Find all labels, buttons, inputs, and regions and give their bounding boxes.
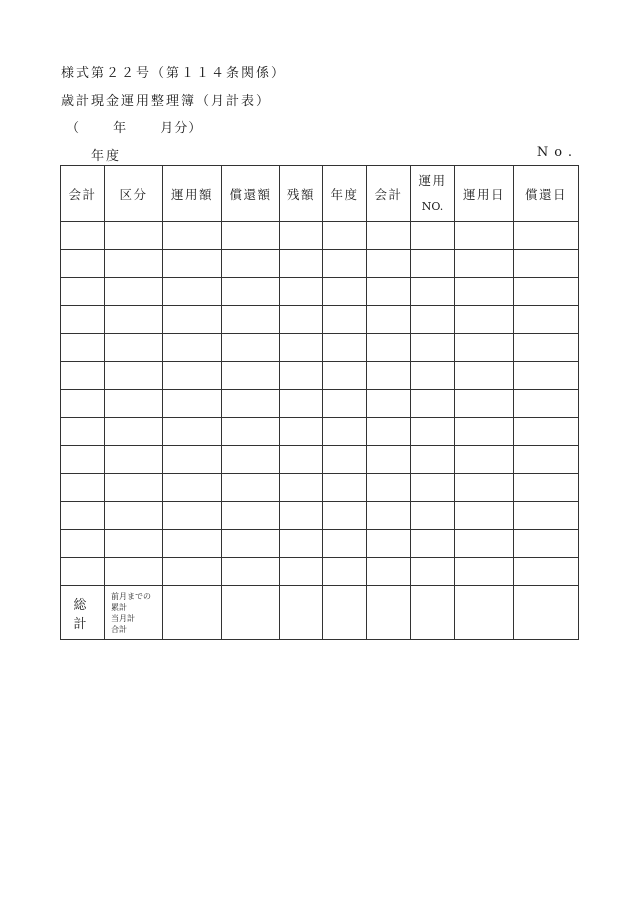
table-cell[interactable] — [163, 502, 222, 530]
table-cell[interactable] — [61, 390, 105, 418]
table-cell[interactable] — [367, 278, 411, 306]
table-cell[interactable] — [222, 418, 280, 446]
table-cell[interactable] — [411, 278, 455, 306]
table-cell[interactable] — [163, 474, 222, 502]
table-cell[interactable] — [455, 222, 514, 250]
table-cell[interactable] — [280, 250, 323, 278]
table-cell[interactable] — [105, 306, 163, 334]
table-cell[interactable] — [455, 250, 514, 278]
doc-number-label: No. — [536, 145, 578, 160]
table-cell[interactable] — [280, 558, 323, 586]
table-cell[interactable] — [323, 530, 367, 558]
col-account-2: 会計 — [367, 166, 411, 222]
table-row — [61, 278, 579, 306]
table-cell[interactable] — [222, 362, 280, 390]
table-cell[interactable] — [280, 446, 323, 474]
table-cell[interactable] — [105, 418, 163, 446]
table-cell[interactable] — [514, 278, 579, 306]
table-cell[interactable] — [163, 250, 222, 278]
table-cell[interactable] — [514, 250, 579, 278]
table-cell[interactable] — [61, 418, 105, 446]
table-cell[interactable] — [222, 474, 280, 502]
table-cell[interactable] — [222, 222, 280, 250]
table-cell[interactable] — [222, 306, 280, 334]
col-balance: 残額 — [280, 166, 323, 222]
table-cell[interactable] — [222, 334, 280, 362]
table-cell[interactable] — [411, 502, 455, 530]
table-cell[interactable] — [455, 446, 514, 474]
table-row — [61, 362, 579, 390]
table-cell[interactable] — [61, 278, 105, 306]
table-cell[interactable] — [105, 334, 163, 362]
table-cell[interactable] — [280, 474, 323, 502]
table-cell[interactable] — [222, 502, 280, 530]
period-line: （ 年 月分） — [66, 121, 203, 136]
table-cell[interactable] — [455, 306, 514, 334]
table-cell[interactable] — [514, 446, 579, 474]
table-cell[interactable] — [367, 390, 411, 418]
table-cell[interactable] — [61, 362, 105, 390]
table-cell[interactable] — [411, 418, 455, 446]
table-cell[interactable] — [222, 558, 280, 586]
table-cell[interactable] — [222, 530, 280, 558]
table-row — [61, 390, 579, 418]
table-cell[interactable] — [323, 474, 367, 502]
table-cell[interactable] — [61, 502, 105, 530]
total-cell[interactable] — [280, 586, 323, 640]
table-cell[interactable] — [514, 362, 579, 390]
total-cell[interactable] — [323, 586, 367, 640]
table-cell[interactable] — [280, 278, 323, 306]
table-cell[interactable] — [367, 362, 411, 390]
table-cell[interactable] — [367, 446, 411, 474]
table-cell[interactable] — [411, 306, 455, 334]
table-cell[interactable] — [323, 418, 367, 446]
col-category: 区分 — [105, 166, 163, 222]
total-cell[interactable] — [514, 586, 579, 640]
table-cell[interactable] — [455, 362, 514, 390]
table-cell[interactable] — [514, 334, 579, 362]
table-cell[interactable] — [367, 474, 411, 502]
table-cell[interactable] — [411, 334, 455, 362]
table-cell[interactable] — [105, 502, 163, 530]
table-cell[interactable] — [280, 334, 323, 362]
table-row — [61, 306, 579, 334]
table-cell[interactable] — [280, 530, 323, 558]
table-cell[interactable] — [323, 362, 367, 390]
table-cell[interactable] — [514, 558, 579, 586]
table-cell[interactable] — [455, 278, 514, 306]
table-cell[interactable] — [163, 362, 222, 390]
total-sum: 合計 — [111, 624, 127, 634]
table-row — [61, 222, 579, 250]
table-cell[interactable] — [323, 502, 367, 530]
table-cell[interactable] — [514, 502, 579, 530]
table-cell[interactable] — [367, 306, 411, 334]
table-cell[interactable] — [411, 250, 455, 278]
table-cell[interactable] — [455, 390, 514, 418]
table-cell[interactable] — [323, 306, 367, 334]
table-cell[interactable] — [367, 222, 411, 250]
table-cell[interactable] — [323, 278, 367, 306]
table-cell[interactable] — [163, 418, 222, 446]
table-cell[interactable] — [163, 222, 222, 250]
table-row — [61, 530, 579, 558]
table-row — [61, 334, 579, 362]
table-cell[interactable] — [222, 250, 280, 278]
table-cell[interactable] — [323, 390, 367, 418]
table-cell[interactable] — [222, 446, 280, 474]
table-cell[interactable] — [323, 250, 367, 278]
table-cell[interactable] — [105, 250, 163, 278]
fiscal-year-label: 年度 — [91, 149, 122, 164]
total-prev-month-line2: 累計 — [111, 602, 127, 612]
table-cell[interactable] — [280, 306, 323, 334]
table-cell[interactable] — [514, 390, 579, 418]
table-cell[interactable] — [367, 250, 411, 278]
col-account: 会計 — [61, 166, 105, 222]
table-cell[interactable] — [280, 390, 323, 418]
table-cell[interactable] — [105, 530, 163, 558]
form-number: 様式第２２号（第１１４条関係） — [61, 66, 287, 81]
table-cell[interactable] — [514, 530, 579, 558]
table-cell[interactable] — [105, 474, 163, 502]
total-cell[interactable] — [222, 586, 280, 640]
table-cell[interactable] — [222, 390, 280, 418]
col-redemption-amount: 償還額 — [222, 166, 280, 222]
table-row — [61, 474, 579, 502]
table-cell[interactable] — [61, 530, 105, 558]
table-cell[interactable] — [323, 446, 367, 474]
ledger-table — [60, 165, 579, 640]
table-cell[interactable] — [61, 306, 105, 334]
table-cell[interactable] — [455, 530, 514, 558]
table-cell[interactable] — [61, 446, 105, 474]
total-label: 総 計 — [61, 586, 105, 640]
table-cell[interactable] — [323, 222, 367, 250]
table-cell[interactable] — [455, 418, 514, 446]
table-cell[interactable] — [105, 446, 163, 474]
table-cell[interactable] — [61, 558, 105, 586]
table-cell[interactable] — [367, 334, 411, 362]
table-cell[interactable] — [411, 474, 455, 502]
table-cell[interactable] — [323, 334, 367, 362]
total-cell[interactable] — [367, 586, 411, 640]
table-cell[interactable] — [411, 390, 455, 418]
col-fiscal-year: 年度 — [323, 166, 367, 222]
table-cell[interactable] — [367, 418, 411, 446]
table-cell[interactable] — [61, 334, 105, 362]
table-cell[interactable] — [455, 334, 514, 362]
table-cell[interactable] — [367, 530, 411, 558]
total-breakdown — [105, 586, 163, 640]
col-operation-no-bottom: NO. — [421, 199, 444, 213]
table-row — [61, 418, 579, 446]
table-row — [61, 250, 579, 278]
table-cell[interactable] — [367, 558, 411, 586]
table-cell[interactable] — [323, 558, 367, 586]
table-cell[interactable] — [280, 222, 323, 250]
table-row — [61, 502, 579, 530]
table-cell[interactable] — [280, 502, 323, 530]
table-cell[interactable] — [455, 502, 514, 530]
table-cell[interactable] — [455, 474, 514, 502]
table-cell[interactable] — [411, 446, 455, 474]
col-operation-date: 運用日 — [455, 166, 514, 222]
table-cell[interactable] — [163, 390, 222, 418]
ledger-title: 歳計現金運用整理簿（月計表） — [61, 94, 272, 109]
table-cell[interactable] — [455, 558, 514, 586]
table-cell[interactable] — [163, 334, 222, 362]
total-cell[interactable] — [411, 586, 455, 640]
table-cell[interactable] — [280, 418, 323, 446]
table-cell[interactable] — [514, 474, 579, 502]
total-cell[interactable] — [455, 586, 514, 640]
table-cell[interactable] — [514, 222, 579, 250]
table-cell[interactable] — [163, 306, 222, 334]
table-cell[interactable] — [105, 390, 163, 418]
table-cell[interactable] — [514, 418, 579, 446]
total-row — [61, 586, 579, 640]
table-cell[interactable] — [163, 530, 222, 558]
table-row — [61, 446, 579, 474]
table-cell[interactable] — [411, 530, 455, 558]
table-cell[interactable] — [514, 306, 579, 334]
table-cell[interactable] — [280, 362, 323, 390]
col-operation-no-top: 運用 — [418, 172, 447, 188]
table-cell[interactable] — [61, 474, 105, 502]
table-cell[interactable] — [163, 558, 222, 586]
table-cell[interactable] — [163, 278, 222, 306]
table-cell[interactable] — [61, 222, 105, 250]
table-cell[interactable] — [105, 362, 163, 390]
header-row — [61, 166, 579, 222]
total-prev-month-line1: 前月までの — [111, 591, 151, 601]
table-row — [61, 558, 579, 586]
total-current-month: 当月計 — [111, 613, 135, 623]
table-cell[interactable] — [367, 502, 411, 530]
table-cell[interactable] — [411, 362, 455, 390]
table-cell[interactable] — [222, 278, 280, 306]
table-cell[interactable] — [105, 278, 163, 306]
col-operation-no — [411, 166, 455, 222]
table-cell[interactable] — [411, 222, 455, 250]
col-redemption-date: 償還日 — [514, 166, 579, 222]
table-cell[interactable] — [105, 222, 163, 250]
col-operation-amount: 運用額 — [163, 166, 222, 222]
table-cell[interactable] — [61, 250, 105, 278]
total-cell[interactable] — [163, 586, 222, 640]
table-cell[interactable] — [163, 446, 222, 474]
table-cell[interactable] — [105, 558, 163, 586]
table-cell[interactable] — [411, 558, 455, 586]
